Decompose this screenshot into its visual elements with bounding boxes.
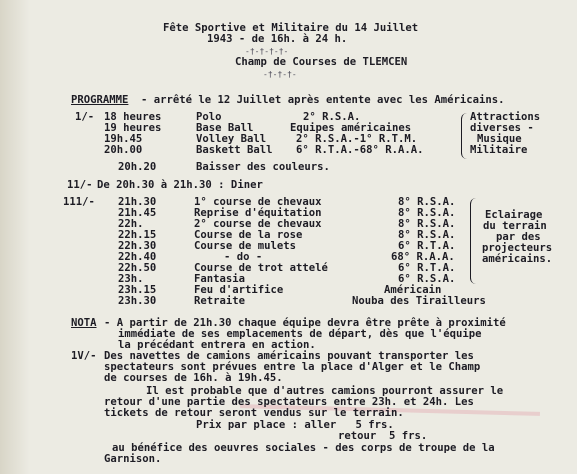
price-line: Prix par place : aller 5 frs. xyxy=(196,419,394,431)
brace xyxy=(461,113,467,159)
team-cell: 8° R.S.A. xyxy=(398,196,456,208)
team-cell: Equipes américaines xyxy=(290,122,412,134)
brace xyxy=(470,198,476,284)
transport-line: de courses de 16h. à 19h.45. xyxy=(104,372,283,384)
time-cell: 23h.15 xyxy=(118,284,157,296)
event-cell: Fantasia xyxy=(194,273,246,285)
time-cell: 22h.15 xyxy=(118,229,157,241)
side-note: Attractions xyxy=(470,111,541,123)
programme-intro: - arrêté le 12 Juillet après entente avec les Américains. xyxy=(141,94,505,106)
team-cell: 8° R.S.A. xyxy=(398,229,456,241)
event-cell: 2° course de chevaux xyxy=(194,218,322,230)
closing-line: au bénéfice des oeuvres sociales - des corps de troupe de la xyxy=(112,442,495,454)
venue-line: Champ de Courses de TLEMCEN xyxy=(235,56,408,68)
side-note: américains. xyxy=(482,253,553,265)
team-cell: Nouba des Tirailleurs xyxy=(352,295,486,307)
team-cell: 2° R.S.A.-1° R.T.M. xyxy=(296,133,418,145)
team-cell: 6° R.T.A.-68° R.A.A. xyxy=(296,144,424,156)
event-cell: Polo xyxy=(196,111,222,123)
event-cell: 1° course de chevaux xyxy=(194,196,322,208)
time-cell: 22h.40 xyxy=(118,251,157,263)
event-cell: Retraite xyxy=(194,295,246,307)
nota-line: - A partir de 21h.30 chaque équipe devra être prête à proximité xyxy=(104,317,506,329)
event-cell: Feu d'artifice xyxy=(194,284,284,296)
nota-label: NOTA xyxy=(71,317,97,329)
separator: -†-†-†- xyxy=(263,70,297,79)
side-note: Eclairage xyxy=(485,209,543,221)
event-cell: Reprise d'équitation xyxy=(194,207,322,219)
time-cell: 21h.45 xyxy=(118,207,157,219)
event-cell: Course de mulets xyxy=(194,240,297,252)
side-note: par des xyxy=(496,231,541,243)
team-cell: 6° R.T.A. xyxy=(398,262,456,274)
transport-line: Des navettes de camions américains pouvant transporter les xyxy=(104,350,474,362)
side-note: du terrain xyxy=(483,220,547,232)
time-cell: 19h.45 xyxy=(104,133,143,145)
side-note: projecteurs xyxy=(482,242,553,254)
transport-line: tickets de retour seront vendus sur le terrain. xyxy=(104,407,404,419)
document-title: Fête Sportive et Militaire du 14 Juillet xyxy=(163,22,419,34)
event-cell: Base Ball xyxy=(196,122,254,134)
event-cell: Course de la rose xyxy=(194,229,303,241)
section-number: 11/- xyxy=(67,179,93,191)
event-cell: Baisser des couleurs. xyxy=(196,161,330,173)
transport-line: spectateurs sont prévues entre la place d'Alger et le Champ xyxy=(104,361,481,373)
time-cell: 23h.30 xyxy=(118,295,157,307)
section-number: 1V/- xyxy=(71,350,97,362)
event-cell: - do - xyxy=(224,251,263,263)
team-cell: 6° R.S.A. xyxy=(398,273,456,285)
programme-heading: PROGRAMME xyxy=(71,94,129,106)
section-number: 1/- xyxy=(75,111,95,123)
event-cell: Volley Ball xyxy=(196,133,267,145)
team-cell: 2° R.S.A. xyxy=(303,111,361,123)
event-cell: Baskett Ball xyxy=(196,144,273,156)
time-cell: 20h.00 xyxy=(104,144,143,156)
transport-line: retour d'une partie des spectateurs entre 23h. et 24h. Les xyxy=(104,396,474,408)
team-cell: 6° R.T.A. xyxy=(398,240,456,252)
dinner-line: De 20h.30 à 21h.30 : Diner xyxy=(97,179,263,191)
side-note: Militaire xyxy=(470,144,528,156)
transport-line: Il est probable que d'autres camions pourront assurer le xyxy=(146,385,504,397)
time-cell: 21h.30 xyxy=(118,196,157,208)
time-cell: 20h.20 xyxy=(118,161,157,173)
date-line: 1943 - de 16h. à 24 h. xyxy=(207,33,348,45)
side-note: Musique xyxy=(477,133,522,145)
event-cell: Course de trot attelé xyxy=(194,262,328,274)
time-cell: 18 heures xyxy=(104,111,162,123)
team-cell: Américain xyxy=(384,284,442,296)
time-cell: 22h.50 xyxy=(118,262,157,274)
team-cell: 8° R.S.A. xyxy=(398,218,456,230)
page-shadow xyxy=(0,0,30,474)
closing-line: Garnison. xyxy=(104,453,162,465)
side-note: diverses - xyxy=(470,122,534,134)
team-cell: 68° R.A.A. xyxy=(391,251,455,263)
team-cell: 8° R.S.A. xyxy=(398,207,456,219)
time-cell: 19 heures xyxy=(104,122,162,134)
separator: -†-†-†-†- xyxy=(245,47,289,56)
time-cell: 23h. xyxy=(118,273,144,285)
time-cell: 22h. xyxy=(118,218,144,230)
nota-line: immédiate de ses emplacements de départ, dès que l'équipe xyxy=(118,328,482,340)
time-cell: 22h.30 xyxy=(118,240,157,252)
price-line: retour 5 frs. xyxy=(338,430,428,442)
nota-line: la précédant entrera en action. xyxy=(118,339,316,351)
section-number: 111/- xyxy=(63,196,95,208)
